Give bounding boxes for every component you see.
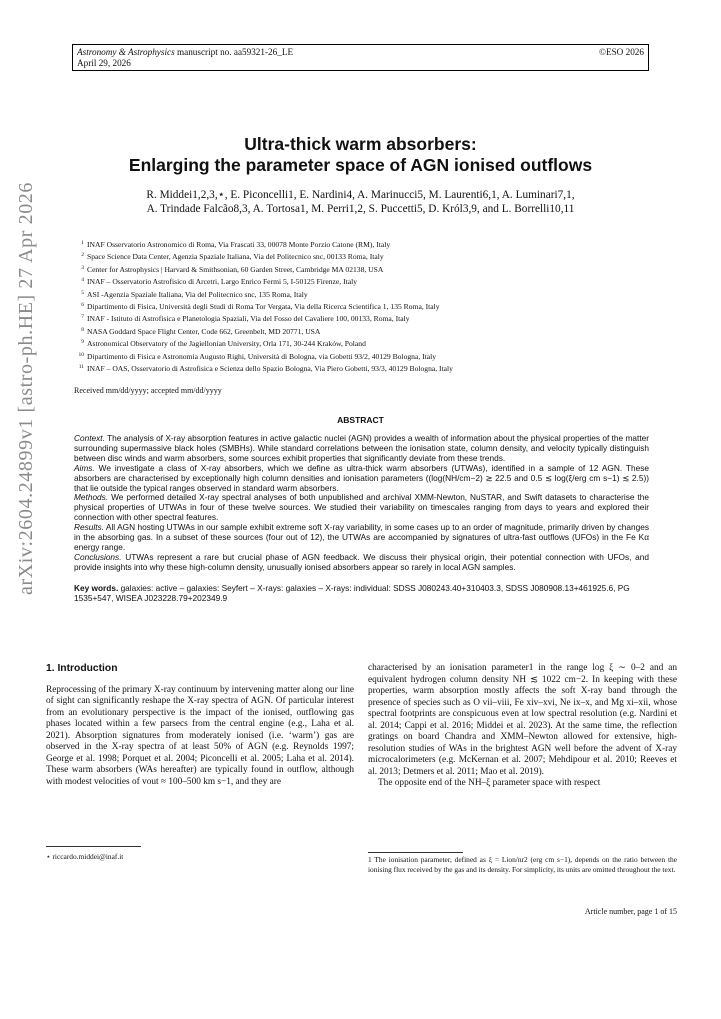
authors-line-1: R. Middei1,2,3,⋆, E. Piconcelli1, E. Nardini4, A. Marinucci5, M. Laurenti6,1, A. Luminari7,1, <box>146 189 575 201</box>
right-column <box>368 663 677 790</box>
received-dates: Received mm/dd/yyyy; accepted mm/dd/yyyy <box>74 386 222 395</box>
keywords <box>74 583 649 603</box>
manuscript-number: manuscript no. aa59321-26_LE <box>176 47 294 57</box>
affiliation: $^3$ Center for Astrophysics | Harvard & Smithsonian, 60 Garden Street, Cambridge MA 02138, USA <box>81 264 384 274</box>
corresponding-author-email: ⋆ riccardo.middei@inaf.it <box>46 852 124 861</box>
affiliation: $^6$ Dipartimento di Fisica, Università degli Studi di Roma Tor Vergata, Via della Ricerca Scientifica 1, 135 Roma, Italy <box>81 302 440 312</box>
paper-title <box>72 134 649 176</box>
keywords-list: galaxies: active – galaxies: Seyfert – X-rays: galaxies – X-rays: individual: SDSS J080243.40+310403.3, SDSS J080908.13+461925.6, PG 1535+547, WISEA J023228.79+202349.9 <box>74 583 630 603</box>
abstract-context: Context. The analysis of X-ray absorption features in active galactic nuclei (AGN) provides a wealth of information about the physical properties of the matter surrounding supermassive black holes (SMBHs). While standard correlations between the ionisation state, column density, and velocity typically distinguish between disc winds and warm absorbers, some sources exhibit properties that significantly deviate from these trends. <box>74 433 649 463</box>
arxiv-stamp: arXiv:2604.24899v1 [astro-ph.HE] 27 Apr 2026 <box>15 181 37 595</box>
affiliation: $^2$ Space Science Data Center, Agenzia Spaziale Italiana, Via del Politecnico snc, 00133 Roma, Italy <box>81 252 384 262</box>
author-list <box>72 188 649 216</box>
title-line-1: Ultra-thick warm absorbers: <box>244 134 477 154</box>
abstract-methods: Methods. We performed detailed X-ray spectral analyses of both unpublished and archival XMM-Newton, NuSTAR, and Swift datasets to characterise the physical properties of UTWAs in four of these twelve sources. We studied their variability on timescales ranging from days to years and explored their connection with other spectral features. <box>74 492 649 523</box>
affiliation: $^4$ INAF – Osservatorio Astrofisico di Arcetri, Largo Enrico Fermi 5, I-50125 Firenze, Italy <box>81 277 358 287</box>
keywords-label: Key words. <box>74 583 119 593</box>
left-column <box>46 663 354 788</box>
footnote-rule-left <box>46 846 141 847</box>
abstract-heading: ABSTRACT <box>337 415 384 425</box>
running-header <box>72 44 649 71</box>
abstract-aims: Aims. We investigate a class of X-ray absorbers, which we define as ultra-thick warm absorbers (UTWAs), identified in a sample of 12 AGN. These absorbers are characterised by exceptionally high column densities and ionisation parameters ((log(NH/cm−2) ≳ 22.5 and 0.5 ≲ log(ξ/erg cm s−1) ≲ 2.5)) that lie outside the typical ranges observed in standard warm absorbers. <box>74 462 649 493</box>
footnote-ionisation-parameter: 1 The ionisation parameter, defined as ξ = Lion/nr2 (erg cm s−1), depends on the ratio between the ionising flux received by the gas and its density. For simplicity, its units are omitted throughout the text. <box>368 855 677 874</box>
page-number: Article number, page 1 of 15 <box>584 907 677 916</box>
copyright: ©ESO 2026 <box>598 47 644 57</box>
journal-name: Astronomy & Astrophysics <box>77 47 175 57</box>
intro-paragraph-left: Reprocessing of the primary X-ray continuum by intervening matter along our line of sight can significantly reshape the X-ray spectra of AGN. Of particular interest from an evolutionary perspective is the impact of the ionised, outflowing gas phases located within a few parsecs from the central engine (e.g., Laha et al. 2021). Absorption signatures from moderately ionised (i.e. ‘warm’) gas are observed in the X-ray spectra of at least 50% of AGN (e.g. Reynolds 1997; George et al. 1998; Porquet et al. 2004; Piconcelli et al. 2005; Laha et al. 2014). These warm absorbers (WAs hereafter) are typically found in outflow, although with modest velocities of vout ≈ 100–500 km s−1, and they are <box>46 684 355 787</box>
affiliation: $^8$ NASA Goddard Space Flight Center, Code 662, Greenbelt, MD 20771, USA <box>81 326 321 336</box>
authors-line-2: A. Trindade Falcão8,3, A. Tortosa1, M. Perri1,2, S. Puccetti5, D. Król3,9, and L. Borrelli10,11 <box>146 203 575 215</box>
affiliation: $^{11}$ INAF – OAS, Osservatorio di Astrofisica e Scienza dello Spazio Bologna, Via Piero Gobetti, 93/3, 40129 Bologna, Italy <box>78 364 453 374</box>
section-heading-introduction: 1. Introduction <box>46 663 118 674</box>
header-date: April 29, 2026 <box>77 58 131 68</box>
affiliation: $^9$ Astronomical Observatory of the Jagiellonian University, Orla 171, 30-244 Kraków, Poland <box>81 339 366 349</box>
footnote-rule-right <box>368 852 463 853</box>
abstract-conclusions: Conclusions. UTWAs represent a rare but crucial phase of AGN feedback. We discuss their physical origin, their potential connection with UFOs, and provide insights into why these high-column density, unusually ionised absorbers appear so rarely in local AGN samples. <box>74 551 649 572</box>
intro-paragraph-right-1: characterised by an ionisation parameter1 in the range log ξ ∼ 0–2 and an equivalent hydrogen column density NH ≲ 1022 cm−2. In keeping with these properties, warm absorption mostly affects the soft X-ray band through the presence of species such as O vii–viii, Fe xiv–xvi, Ne ix–x, and Mg xi–xii, whose spectral footprints are conspicuous even at low spectral resolution (e.g. Nardini et al. 2014; Cappi et al. 2016; Middei et al. 2023). At the same time, the reflection gratings on board Chandra and XMM–Newton allowed for extensive, high-resolution studies of WAs in the brightest AGN well before the advent of X-ray microcalorimeters (e.g. McKernan et al. 2007; Mehdipour et al. 2010; Reeves et al. 2013; Detmers et al. 2011; Mao et al. 2019). <box>368 663 677 777</box>
intro-paragraph-right-2: The opposite end of the NH–ξ parameter space with respect <box>378 778 601 788</box>
affiliation: $^7$ INAF - Istituto di Astrofisica e Planetologia Spaziali, Via del Fosso del Cavaliere 100, 00133, Roma, Italy <box>81 314 410 324</box>
abstract-body <box>74 434 649 573</box>
title-line-2: Enlarging the parameter space of AGN ionised outflows <box>128 155 593 175</box>
affiliation: $^1$ INAF Osservatorio Astronomico di Roma, Via Frascati 33, 00078 Monte Porzio Catone (RM), Italy <box>81 240 391 249</box>
affiliation: $^5$ ASI -Agenzia Spaziale Italiana, Via del Politecnico snc, 135 Roma, Italy <box>81 289 308 299</box>
affiliation: $^{10}$ Dipartimento di Fisica e Astronomia Augusto Righi, Università di Bologna, via Gobetti 93/2, 40129 Bologna, Italy <box>78 351 437 361</box>
affiliations <box>74 238 649 374</box>
abstract-results: Results. All AGN hosting UTWAs in our sample exhibit extreme soft X-ray variability, in some cases up to an order of magnitude, primarily driven by changes in the absorbing gas. In a subset of these sources (four out of 12), the UTWAs are accompanied by signatures of ultra-fast outflows (UFOs) in the Fe Kα energy range. <box>74 522 649 552</box>
